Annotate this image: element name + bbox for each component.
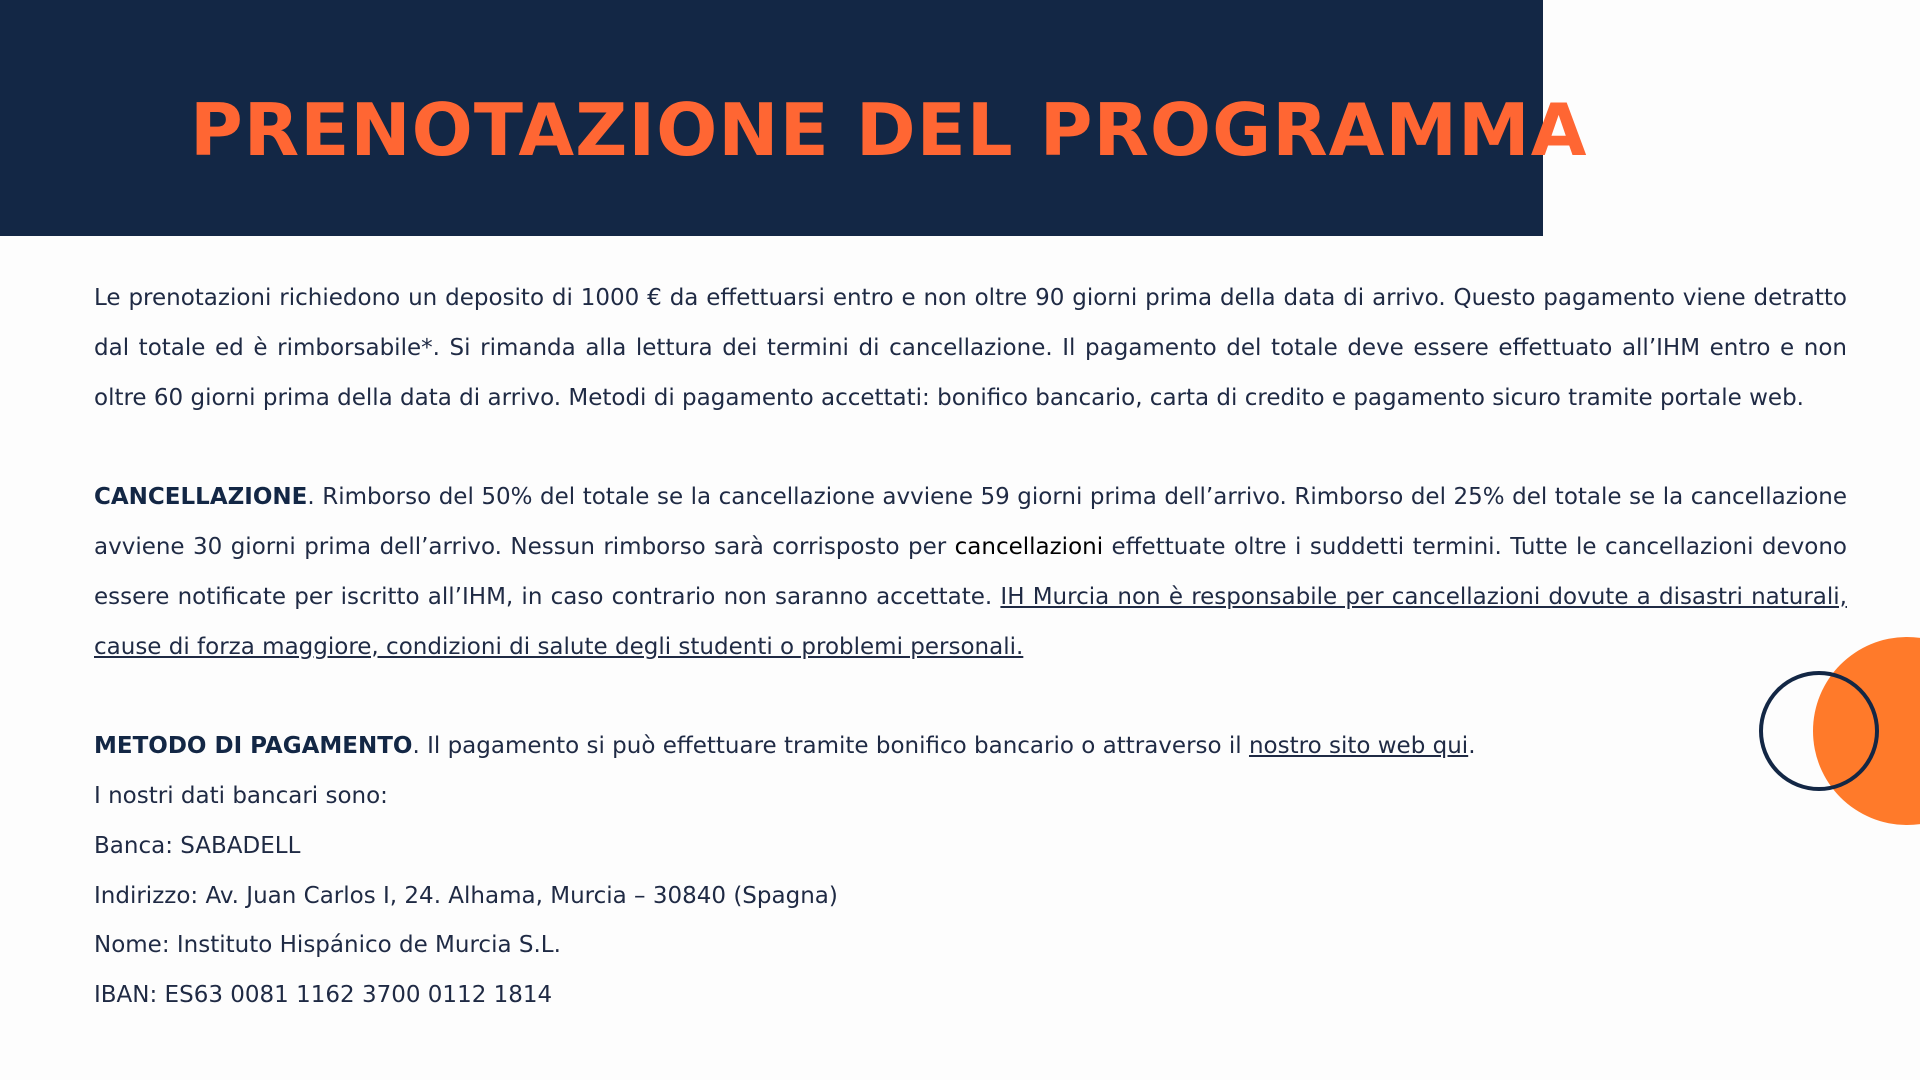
bank-name: Banca: SABADELL — [94, 832, 301, 859]
main-content — [94, 274, 1847, 1021]
bank-intro: I nostri dati bancari sono: — [94, 782, 388, 809]
page-title: PRENOTAZIONE DEL PROGRAMMA — [190, 88, 1588, 172]
payment-label: METODO DI PAGAMENTO — [94, 733, 413, 760]
cancellation-label: CANCELLAZIONE — [94, 484, 308, 511]
website-link[interactable]: nostro sito web qui — [1248, 733, 1469, 760]
cancellation-highlight: cancellazioni — [954, 533, 1104, 560]
spacer — [94, 423, 1847, 473]
payment-text: . Il pagamento si può effettuare tramite bonifico bancario o attraverso il — [412, 733, 1249, 760]
payment-end: . — [1468, 733, 1476, 760]
cancellation-disclaimer: IH Murcia non è responsabile per cancellazioni dovute a disastri naturali, cause di forza maggiore, condizioni di salute degli studenti o problemi personali. — [94, 583, 1847, 660]
booking-paragraph: Le prenotazioni richiedono un deposito di 1000 € da effettuarsi entro e non oltre 90 giorni prima della data di arrivo. Questo pagamento viene detratto dal totale ed è rimborsabile*. Si rimanda alla lettura dei termini di cancellazione. Il pagamento del totale deve essere effettuato all’IHM entro e non oltre 60 giorni prima della data di arrivo. Metodi di pagamento accettati: bonifico bancario, carta di credito e pagamento sicuro tramite portale web. — [94, 285, 1847, 411]
bank-address: Indirizzo: Av. Juan Carlos I, 24. Alhama, Murcia – 30840 (Spagna) — [94, 882, 838, 909]
iban: IBAN: ES63 0081 1162 3700 0112 1814 — [94, 982, 553, 1009]
account-name: Nome: Instituto Hispánico de Murcia S.L. — [94, 932, 561, 959]
cancellation-text-1: . Rimborso del 50% del totale se la cancellazione avviene 59 giorni prima dell’arrivo. Rimborso del 25% del totale se la cancellazione avviene 30 giorni prima dell’arrivo. Nessun rimborso sarà corrisposto per — [94, 484, 1847, 560]
spacer — [94, 672, 1847, 722]
payment-paragraph — [94, 722, 1847, 772]
cancellation-paragraph — [94, 473, 1847, 672]
cancellation-text-2: effettuate oltre i suddetti termini. Tutte le cancellazioni devono essere notificate per iscritto all’IHM, in caso contrario non saranno accettate. — [94, 533, 1847, 610]
header-band — [0, 0, 1588, 236]
